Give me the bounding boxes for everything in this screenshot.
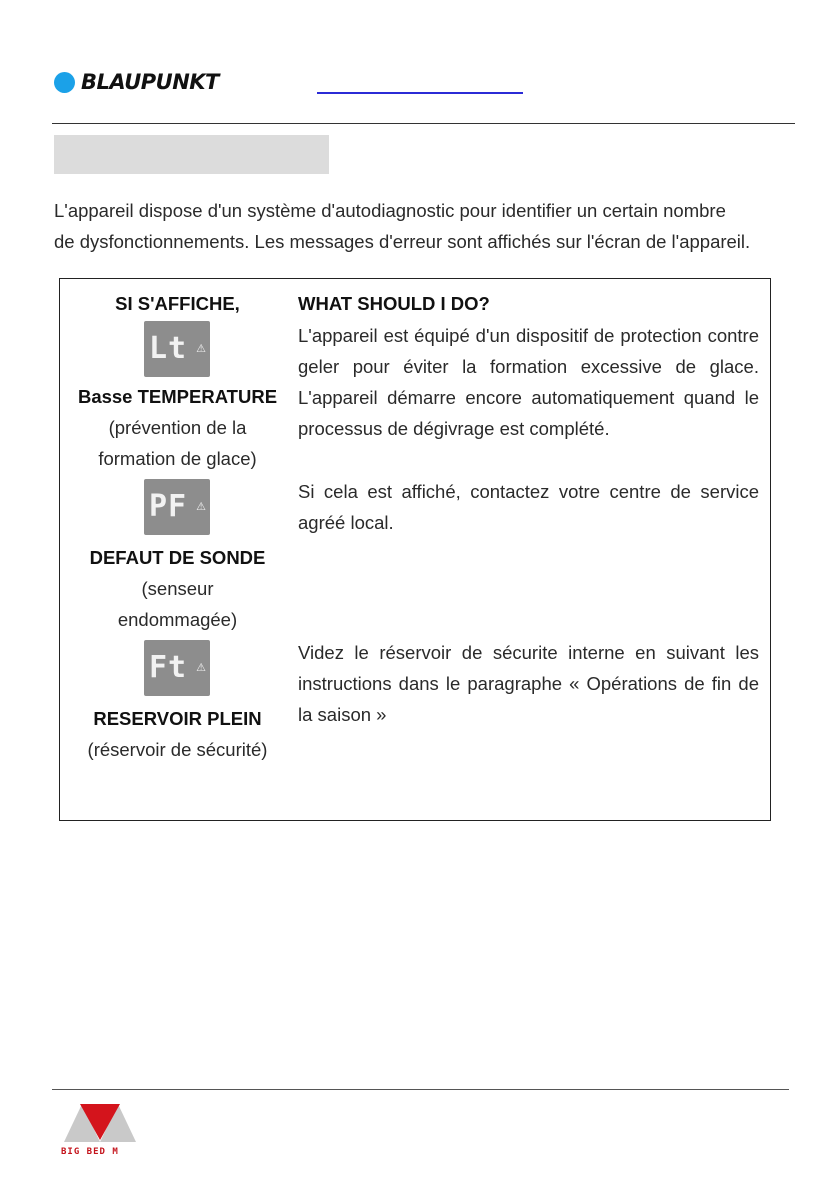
error-desc: (senseur — [141, 578, 214, 599]
page-header — [0, 0, 839, 125]
footer-logo-text: BIG BED M — [61, 1147, 119, 1157]
header-divider — [52, 123, 795, 124]
error-code-table — [59, 278, 771, 821]
intro-line-2: de dysfonctionnements. Les messages d'erreur sont affichés sur l'écran de l'appareil. — [54, 231, 751, 252]
column-header-display: SI S'AFFICHE, — [115, 293, 240, 314]
error-code: Lt — [149, 331, 188, 366]
warning-icon: ⚠ — [196, 343, 206, 355]
display-lt — [144, 321, 210, 377]
intro-line-1: L'appareil dispose d'un système d'autodiagnostic pour identifier un certain nombre — [54, 200, 726, 221]
display-ft — [144, 640, 210, 696]
error-desc: (réservoir de sécurité) — [87, 739, 268, 760]
error-desc: (prévention de la — [108, 417, 247, 438]
brand-name: BLAUPUNKT — [81, 70, 219, 94]
error-name: RESERVOIR PLEIN — [93, 708, 262, 729]
error-label-ft — [60, 703, 295, 765]
error-desc: formation de glace) — [98, 448, 257, 469]
error-name: Basse TEMPERATURE — [77, 386, 278, 407]
header-link-underline[interactable] — [317, 92, 523, 94]
warning-icon: ⚠ — [196, 501, 206, 513]
error-label-lt — [60, 381, 295, 474]
solution-ft: Videz le réservoir de sécurite interne en suivant les instructions dans le paragraphe « Opérations de fin de la saison » — [298, 642, 759, 725]
error-label-pf — [60, 542, 295, 635]
solution-pf: Si cela est affiché, contactez votre centre de service agréé local. — [298, 481, 759, 533]
column-header-solution: WHAT SHOULD I DO? — [298, 293, 490, 314]
error-code: Ft — [149, 650, 188, 685]
brand-dot-icon — [54, 72, 75, 93]
error-name: DEFAUT DE SONDE — [89, 547, 266, 568]
footer-divider — [52, 1089, 789, 1090]
error-code: PF — [149, 489, 188, 524]
section-title-bar — [54, 135, 329, 174]
solution-lt: L'appareil est équipé d'un dispositif de protection contre geler pour éviter la formation excessive de glace. L'appareil démarre encore automatiquement quand le processus de dégivrage est complété. — [298, 325, 759, 439]
display-pf — [144, 479, 210, 535]
error-desc: endommagée) — [117, 609, 238, 630]
warning-icon: ⚠ — [196, 662, 206, 674]
intro-paragraph — [54, 195, 796, 257]
brand-logo — [54, 70, 219, 94]
